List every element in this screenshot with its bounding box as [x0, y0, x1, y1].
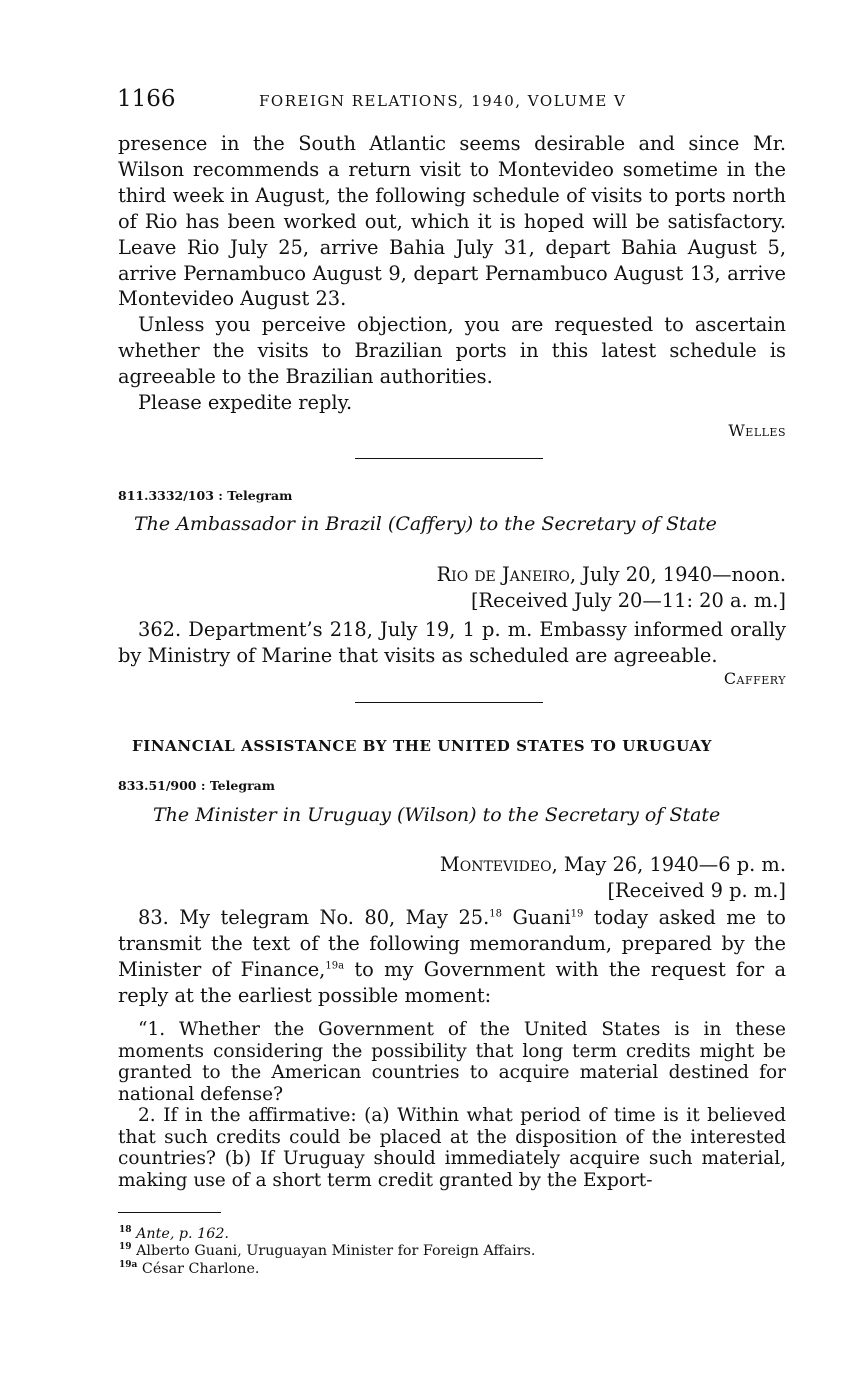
footnote-ref-19a: 19a [325, 960, 345, 972]
doc3-received: [Received 9 p. m.] [607, 878, 786, 902]
separator-rule [355, 458, 543, 459]
doc3-body [118, 905, 786, 1009]
doc1-signature: Welles [728, 421, 786, 440]
section-heading: FINANCIAL ASSISTANCE BY THE UNITED STATES TO URUGUAY [132, 737, 713, 755]
doc2-received: [Received July 20—11: 20 a. m.] [470, 588, 786, 612]
doc2-title: The Ambassador in Brazil (Caffery) to the Secretary of State [134, 513, 717, 535]
doc2-date: , July 20, 1940—noon. [569, 563, 786, 586]
doc3-body-text: today asked me to transmit the text of the following memorandum, prepared by the Minister of Finance, [118, 906, 786, 981]
doc3-body-text: to my Government with the request for a reply at the earliest possible moment: [118, 957, 787, 1007]
doc3-body-text: 83. My telegram No. 80, May 25. [138, 906, 490, 929]
doc1-text [118, 131, 786, 416]
footnote-19a [119, 1261, 535, 1278]
doc3-date-line [440, 852, 786, 878]
doc2-text [118, 617, 786, 669]
doc3-dateline [440, 852, 786, 904]
doc3-title: The Minister in Uruguay (Wilson) to the Secretary of State [153, 804, 721, 826]
memo-item-2: 2. If in the affirmative: (a) Within what period of time is it believed that such credits could be placed at the disposition of the interested countries? (b) If Uruguay should immediately acquire such material, making use of a short term credit granted by the Export- [118, 1105, 786, 1191]
footnotes [119, 1226, 535, 1278]
doc2-body: 362. Department’s 218, July 19, 1 p. m. Embassy informed orally by Ministry of Marine that visits as scheduled are agreeable. [118, 618, 786, 667]
running-title: FOREIGN RELATIONS, 1940, VOLUME V [259, 92, 627, 110]
footnote-mark: 18 [119, 1225, 132, 1236]
doc2-place: Rio de Janeiro [436, 563, 570, 586]
footnote-19 [119, 1243, 535, 1260]
footnote-mark: 19 [119, 1242, 132, 1253]
footnote-ref-18: 18 [489, 908, 503, 920]
doc3-body-text: Guani [502, 906, 571, 929]
memorandum [118, 1019, 786, 1191]
footnote-18 [119, 1226, 535, 1243]
doc3-file-number: 833.51/900 : Telegram [118, 778, 275, 793]
footnote-text: César Charlone. [141, 1260, 260, 1277]
doc1-paragraph-1: presence in the South Atlantic seems desirable and since Mr. Wilson recommends a return visit to Montevideo sometime in the third week in August, the following schedule of visits to ports north of Rio has been worked out, which it is hoped will be satisfactory. Leave Rio July 25, arrive Bahia July 31, depart Bahia August 5, arrive Pernambuco August 9, depart Pernambuco August 13, arrive Montevideo August 23. [118, 132, 786, 311]
doc3-text [118, 905, 786, 1009]
footnote-ref-19: 19 [570, 908, 584, 920]
footnote-text: Alberto Guani, Uruguayan Minister for Foreign Affairs. [136, 1243, 536, 1260]
doc3-place: Montevideo [439, 853, 552, 876]
doc2-file-number: 811.3332/103 : Telegram [118, 488, 293, 503]
doc1-paragraph-3: Please expedite reply. [138, 391, 353, 415]
doc2-date-line [437, 562, 786, 588]
doc1-paragraph-2: Unless you perceive objection, you are requested to ascertain whether the visits to Brazilian ports in this latest schedule is agreeable to the Brazilian authorities. [118, 313, 786, 389]
memo-item-1: “1. Whether the Government of the United States is in these moments considering the possibility that long term credits might be granted to the American countries to acquire material destined for national defense? [118, 1019, 786, 1105]
footnote-mark: 19a [119, 1260, 138, 1271]
footnote-rule [118, 1212, 221, 1213]
doc2-dateline [437, 562, 786, 614]
footnote-text: Ante, p. 162. [136, 1226, 229, 1242]
doc3-date: , May 26, 1940—6 p. m. [551, 853, 786, 876]
separator-rule [355, 702, 543, 703]
page-number: 1166 [117, 86, 176, 112]
doc2-signature: Caffery [723, 669, 786, 688]
